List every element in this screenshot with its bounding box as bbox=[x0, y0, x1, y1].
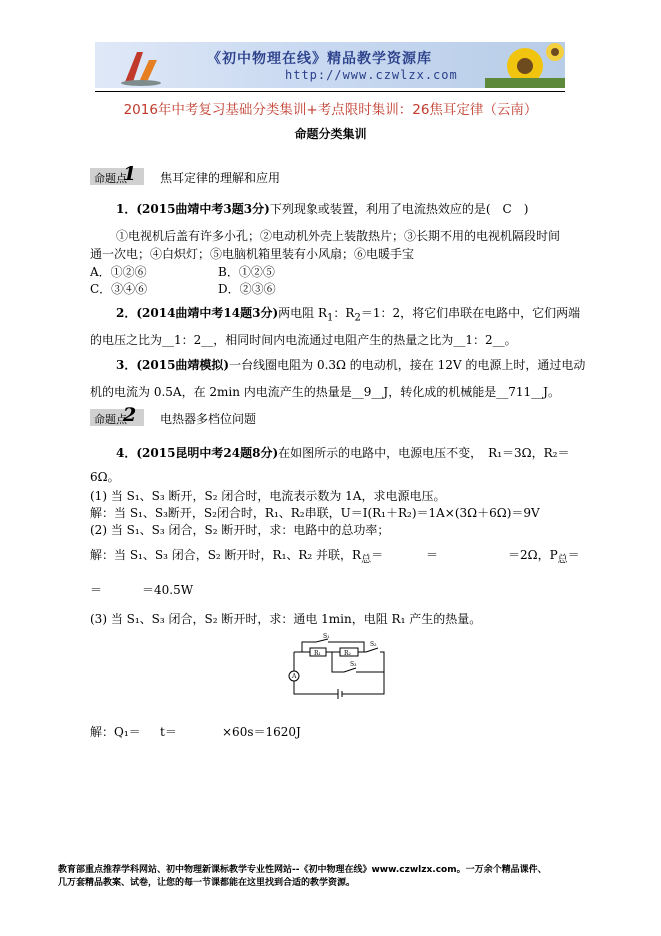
question-number: 3． bbox=[116, 358, 137, 372]
header-rule bbox=[95, 91, 565, 92]
question-2 bbox=[116, 306, 580, 325]
q4-part-2: (2) 当 S₁、S₃ 闭合，S₂ 断开时，求：电路中的总功率； bbox=[90, 523, 390, 537]
section-tag-number: 1 bbox=[123, 163, 137, 185]
q1-line-2: 通一次电；④白炽灯；⑤电脑机箱里装有小风扇；⑥电暖手宝 bbox=[90, 247, 415, 261]
q4-line-2: 6Ω。 bbox=[90, 470, 120, 484]
q2-text: ，相同时间内电流通过电阻产生的热量之比为 bbox=[213, 333, 454, 347]
circuit-label-r1: R₁ bbox=[314, 650, 321, 657]
q1-line-1: ①电视机后盖有许多小孔；②电动机外壳上装散热片；③长期不用的电视机隔段时间 bbox=[116, 229, 561, 243]
q2-text: 的电压之比为 bbox=[90, 333, 163, 347]
footer-line-1: 教育部重点推荐学科网站、初中物理新课标教学专业性网站--《初中物理在线》www.czwlzx.com。一万余个精品课件、 bbox=[58, 865, 547, 875]
q2-text: ：R bbox=[333, 306, 355, 320]
q1-option-d: D．②③⑥ bbox=[218, 282, 276, 296]
q4-solution-2b-eq: ＝ bbox=[90, 583, 103, 597]
circuit-label-s2: S₂ bbox=[370, 641, 377, 648]
q2-text: ＝1：2，将它们串联在电路中，它们两端 bbox=[360, 306, 581, 320]
q2-answer-2: __1：2__ bbox=[453, 333, 505, 347]
header-banner bbox=[95, 42, 565, 88]
solution-text: ＝2Ω，P bbox=[508, 548, 558, 562]
q1-option-a: A．①②⑥ bbox=[90, 265, 147, 279]
logo-icon bbox=[119, 46, 163, 86]
section-tag-label: 命题点 bbox=[94, 413, 127, 426]
q4-part-1: (1) 当 S₁、S₃ 断开，S₂ 闭合时，电流表示数为 1A，求电源电压。 bbox=[90, 489, 446, 503]
question-1 bbox=[116, 202, 528, 216]
section-tag-2 bbox=[90, 404, 144, 426]
question-4 bbox=[116, 446, 569, 460]
question-source: (2015昆明中考24题8分) bbox=[136, 446, 279, 460]
section-tag-label: 命题点 bbox=[94, 172, 127, 185]
q1-option-b: B．①②⑤ bbox=[218, 265, 275, 279]
question-source: (2015曲靖模拟) bbox=[136, 358, 230, 372]
q2-line-2 bbox=[90, 333, 517, 347]
circuit-label-s3: S₃ bbox=[350, 661, 357, 668]
q3-line-2 bbox=[90, 385, 560, 399]
q4-solution-1: 解：当 S₁、S₃断开，S₂闭合时，R₁、R₂串联，U＝I(R₁＋R₂)＝1A×(3Ω＋6Ω)＝9V bbox=[90, 506, 540, 520]
question-source: (2014曲靖中考14题3分) bbox=[136, 306, 279, 320]
q4-solution-3-t: t＝ bbox=[160, 725, 177, 739]
footer-line-2: 几万套精品教案、试卷，让您的每一节课都能在这里找到合适的教学资源。 bbox=[58, 878, 356, 888]
q2-sub: 2 bbox=[354, 312, 361, 324]
q2-sub: 1 bbox=[327, 312, 334, 324]
section-tag-1 bbox=[90, 163, 144, 185]
q3-text: 。 bbox=[547, 385, 560, 399]
q4-solution-2 bbox=[90, 548, 383, 567]
solution-text: ＝ bbox=[371, 548, 384, 562]
q4-solution-2-result bbox=[508, 548, 580, 567]
q2-answer-1: __1：2__ bbox=[162, 333, 214, 347]
q4-solution-3-result: ×60s＝1620J bbox=[222, 725, 301, 739]
page-title: 2016年中考复习基础分类集训+考点限时集训：26焦耳定律（云南） bbox=[123, 102, 538, 118]
banner-url: http://www.czwlzx.com bbox=[285, 68, 458, 82]
q3-answer-1: __9__J bbox=[351, 385, 389, 399]
question-number: 1． bbox=[116, 202, 137, 216]
section-heading-1: 焦耳定律的理解和应用 bbox=[160, 171, 281, 185]
solution-text: 解：当 S₁、S₃ 闭合，S₂ 断开时，R₁、R₂ 并联，R bbox=[90, 548, 362, 562]
solution-text: ＝ bbox=[567, 548, 580, 562]
solution-sub: 总 bbox=[361, 554, 372, 566]
page-subtitle: 命题分类集训 bbox=[294, 127, 367, 141]
q2-text: 两电阻 R bbox=[278, 306, 328, 320]
solution-sub: 总 bbox=[557, 554, 568, 566]
question-source: (2015曲靖中考3题3分) bbox=[136, 202, 270, 216]
section-heading-2: 电热器多档位问题 bbox=[160, 412, 257, 426]
q1-option-c: C．③④⑥ bbox=[90, 282, 148, 296]
banner-title: 《初中物理在线》精品教学资源库 bbox=[207, 51, 432, 67]
circuit-label-ammeter: A bbox=[292, 673, 297, 680]
question-stem: 下列现象或装置，利用了电流热效应的是( C ) bbox=[269, 202, 529, 216]
question-number: 2． bbox=[116, 306, 137, 320]
q4-solution-3: 解：Q₁＝ bbox=[90, 725, 141, 739]
q3-answer-2: __711__J bbox=[496, 385, 548, 399]
q3-text: 一台线圈电阻为 0.3Ω 的电动机，接在 12V 的电源上时，通过电动 bbox=[229, 358, 586, 372]
q4-solution-2-eq: ＝ bbox=[426, 548, 439, 562]
circuit-label-r2: R₂ bbox=[344, 650, 351, 657]
q4-solution-2b-result: ＝40.5W bbox=[142, 583, 194, 597]
q4-part-3: (3) 当 S₁、S₃ 闭合，S₂ 断开时，求：通电 1min，电阻 R₁ 产生的热量。 bbox=[90, 612, 482, 626]
question-3 bbox=[116, 358, 585, 372]
q2-text: 。 bbox=[504, 333, 517, 347]
section-tag-number: 2 bbox=[123, 404, 137, 426]
q4-text: 在如图所示的电路中，电源电压不变， R₁＝3Ω，R₂＝ bbox=[278, 446, 570, 460]
q3-text: ，转化成的机械能是 bbox=[388, 385, 497, 399]
question-number: 4． bbox=[116, 446, 137, 460]
circuit-label-s1: S₁ bbox=[323, 633, 330, 640]
sunflower-image bbox=[485, 42, 565, 88]
circuit-diagram bbox=[284, 632, 390, 704]
q3-text: 机的电流为 0.5A，在 2min 内电流产生的热量是 bbox=[90, 385, 352, 399]
